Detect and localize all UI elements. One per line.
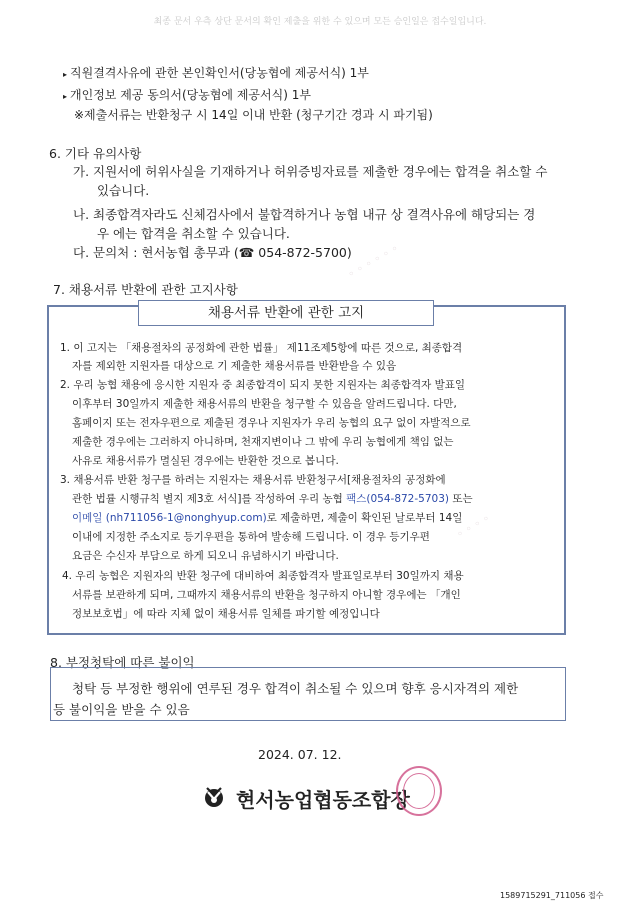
notice-p2-line5: 사유로 채용서류가 멸실된 경우에는 반환한 것으로 봅니다. [72, 455, 339, 467]
notice-p2-line1: 2. 우리 농협 채용에 응시한 지원자 중 최종합격이 되지 못한 지원자는 최종합격자 발표일 [60, 379, 466, 391]
docs-note: ※제출서류는 반환청구 시 14일 이내 반환 (청구기간 경과 시 파기됨) [74, 108, 433, 122]
notice-p4-line2: 서류를 보관하게 되며, 그때까지 채용서류의 반환을 청구하지 아니할 경우에는 「개인 [72, 589, 461, 601]
section-8-line1: 청탁 등 부정한 행위에 연루된 경우 합격이 취소될 수 있으며 향후 응시자격의 제한 [72, 681, 519, 696]
header-notice: 최종 문서 우측 상단 문서의 확인 제출을 위한 수 있으며 모든 승인일은 접수일입니다. [153, 17, 487, 27]
nonghyup-logo-icon [203, 786, 225, 808]
notice-p3-line4: 이내에 지정한 주소지로 등기우편을 통하여 발송해 드립니다. 이 경우 등기우편 [72, 531, 430, 543]
section-6-contact: 다. 문의처 : 현서농협 총무과 (☎ 054-872-5700) [73, 245, 352, 260]
notice-p3-text: 관한 법률 시행규칙 별지 제3호 서식]를 작성하여 우리 농협 [72, 493, 347, 505]
doc-item-2-label: 개인정보 제공 동의서(당농협에 제공서식) 1부 [70, 88, 311, 102]
bullet-triangle-icon: ▸ [63, 70, 68, 79]
notice-p3-line2 [72, 491, 473, 506]
section-6-ga-line1: 가. 지원서에 허위사실을 기재하거나 허위증빙자료를 제출한 경우에는 합격을 취소할 수 [73, 164, 548, 179]
section-8-line2: 등 불이익을 받을 수 있음 [53, 702, 190, 717]
notice-p4-line3: 정보보호법」에 따라 지체 없이 채용서류 일체를 파기할 예정입니다 [72, 608, 380, 620]
faint-watermark: ◦ ◦ ◦ ◦ [454, 511, 493, 542]
notice-p3-line3 [72, 510, 462, 525]
fax-number: 팩스(054-872-5703) [346, 493, 449, 505]
notice-p2-line4: 제출한 경우에는 그러하지 아니하며, 천재지변이나 그 밖에 우리 농협에게 책임 없는 [72, 436, 454, 448]
organization-name: 현서농업협동조합장 [236, 788, 410, 812]
doc-item-2 [63, 86, 311, 103]
section-7-heading: 7. 채용서류 반환에 관한 고지사항 [53, 282, 238, 297]
section-8-heading: 8. 부정청탁에 따른 불이익 [50, 655, 195, 670]
notice-box-title: 채용서류 반환에 관한 고지 [138, 300, 434, 326]
bullet-triangle-icon: ▸ [63, 92, 68, 101]
doc-item-1 [63, 64, 369, 81]
section-6-ga-line2: 있습니다. [97, 183, 150, 198]
notice-p2-line2: 이후부터 30일까지 제출한 채용서류의 반환을 청구할 수 있음을 알려드립니다. 다만, [72, 398, 457, 410]
doc-item-1-label: 직원결격사유에 관한 본인확인서(당농협에 제공서식) 1부 [70, 66, 369, 80]
notice-p1-line1: 1. 이 고지는 「채용절차의 공정화에 관한 법률」 제11조제5항에 따른 것으로, 최종합격 [60, 342, 463, 354]
document-date: 2024. 07. 12. [258, 747, 342, 762]
notice-p2-line3: 홈페이지 또는 전자우편으로 제출된 경우나 지원자가 우리 농협의 요구 없이 자발적으로 [72, 417, 471, 429]
footer-code: 1589715291_711056 접수 [500, 891, 604, 900]
email-link[interactable]: 이메일 (nh711056-1@nonghyup.com) [72, 512, 267, 524]
section-6-heading: 6. 기타 유의사항 [49, 146, 142, 161]
section-6-na-line1: 나. 최종합격자라도 신체검사에서 불합격하거나 농협 내규 상 결격사유에 해당되는 경 [73, 207, 536, 222]
official-seal-icon [396, 766, 442, 816]
notice-p3-text-after-email: 로 제출하면, 제출이 확인된 날로부터 14일 [266, 512, 463, 524]
faint-watermark: ◦ ◦ ◦ ◦ ◦ ◦ [345, 241, 401, 282]
notice-p3-line1: 3. 채용서류 반환 청구를 하려는 지원자는 채용서류 반환청구서[채용절차의 공정화에 [60, 474, 446, 486]
notice-p3-line5: 요금은 수신자 부담으로 하게 되오니 유념하시기 바랍니다. [72, 550, 339, 562]
notice-p1-line2: 자를 제외한 지원자를 대상으로 기 제출한 채용서류를 반환받을 수 있음 [72, 360, 397, 372]
section-6-na-line2: 우 에는 합격을 취소할 수 있습니다. [97, 226, 290, 241]
notice-p3-text-or: 또는 [448, 493, 473, 505]
notice-p4-line1: 4. 우리 농협은 지원자의 반환 청구에 대비하여 최종합격자 발표일로부터 30일까지 채용 [62, 570, 464, 582]
